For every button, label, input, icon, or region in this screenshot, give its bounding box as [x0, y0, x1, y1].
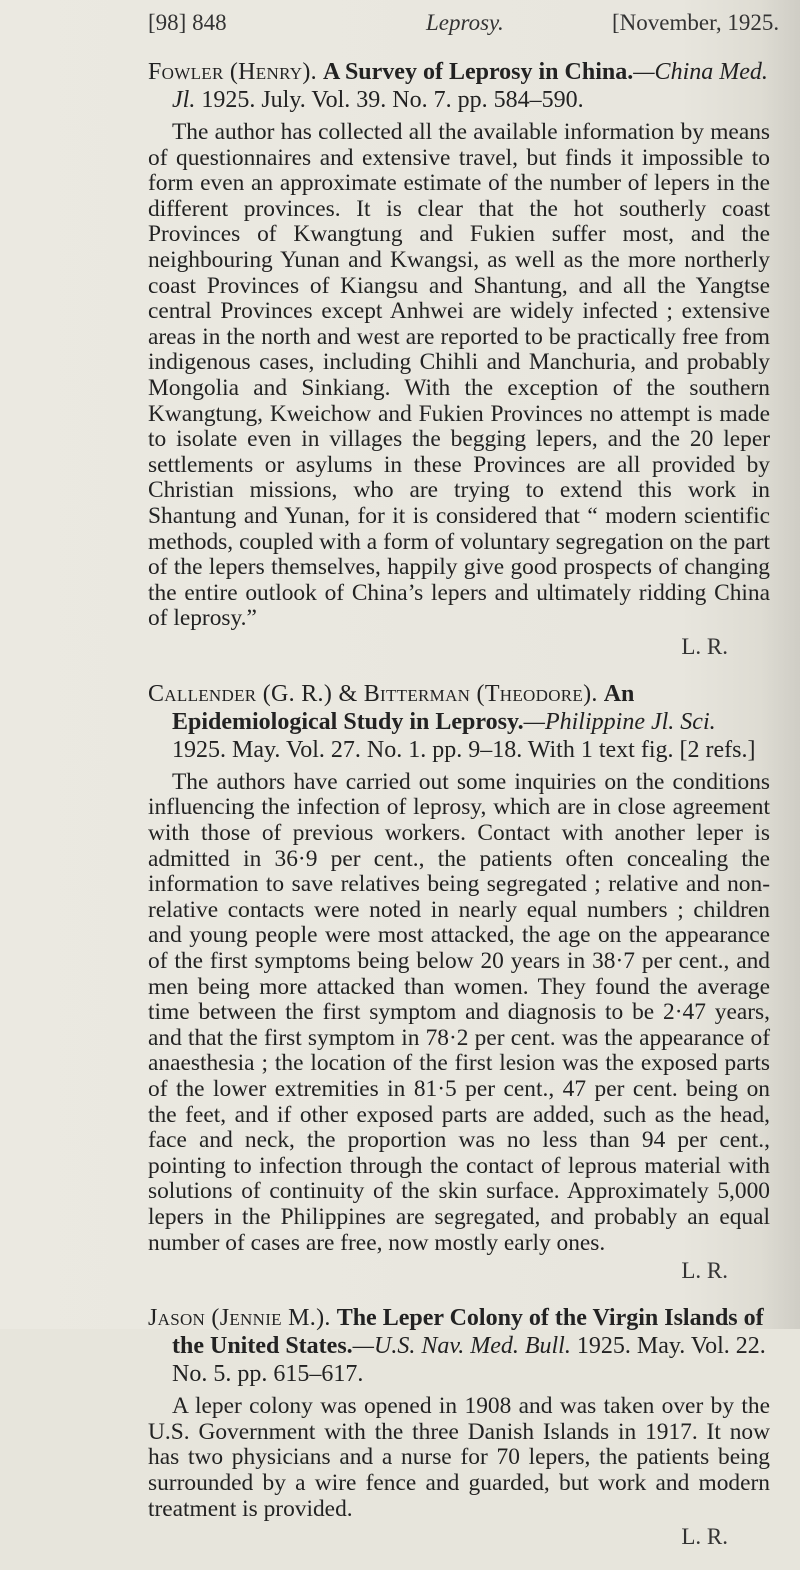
citation: [148, 1304, 770, 1388]
citation-details: 1925. May. Vol. 22. No. 5. pp. 615–617.: [172, 1333, 766, 1388]
journal: —China Med. Jl.: [172, 59, 768, 113]
article-title: A Survey of Leprosy in China.: [322, 59, 634, 85]
author: Jason (Jennie M.).: [148, 1305, 331, 1332]
reviewer-initials: L. R.: [681, 633, 728, 659]
abstract-entry: [148, 1304, 770, 1550]
author: Fowler (Henry).: [148, 59, 317, 85]
issue-date: [November, 1925.: [612, 10, 780, 35]
citation: [148, 58, 770, 114]
article-title: The Leper Colony of the Virgin Islands of the United States.: [172, 1305, 764, 1360]
reviewer-initials: L. R.: [681, 1258, 728, 1284]
article-title: An Epidemiological Study in Leprosy.: [172, 680, 635, 735]
abstract-entry: [148, 58, 770, 660]
abstract-text: A leper colony was opened in 1908 and was taken over by the U.S. Government with the three Danish Islands in 1917. It now has two physicians and a nurse for 70 lepers, the patients being surrounded by a wire fence and guarded, but work and modern treatment is provided.: [148, 1393, 770, 1522]
abstract-list: [148, 58, 770, 1570]
journal: —Philippine Jl. Sci.: [523, 708, 716, 735]
running-title: Leprosy.: [426, 10, 504, 35]
abstract-entry: [148, 680, 770, 1284]
citation-details: 1925. July. Vol. 39. No. 7. pp. 584–590.: [201, 87, 584, 113]
reviewer-initials: L. R.: [681, 1524, 728, 1550]
citation-details: 1925. May. Vol. 27. No. 1. pp. 9–18. With 1 text fig. [2 refs.]: [172, 736, 756, 763]
page-header: [148, 10, 780, 40]
journal: —U.S. Nav. Med. Bull.: [352, 1333, 571, 1360]
page-number: [98] 848: [148, 10, 227, 35]
abstract-text: The author has collected all the available information by means of questionnaires and extensive travel, but finds it impossible to form even an approximate estimate of the number of lepers in the different provinces. It is clear that the hot southerly coast Provinces of Kwangtung and Fukien suffer most, and the neighbouring Yunan and Kwangsi, as well as the more northerly coast Provinces of Kiangsu and Shantung, and all the Yangtse central Provinces except Anhwei are widely infected ; extensive areas in the north and west are reported to be practically free from indigenous cases, including Chihli and Manchuria, and probably Mongolia and Sinkiang. With the exception of the southern Kwangtung, Kweichow and Fukien Provinces no attempt is made to isolate even in villages the begging lepers, and the 20 leper settlements or asylums in these Provinces are all provided by Christian missions, who are trying to extend this work in Shantung and Yunan, for it is considered that “ modern scientific methods, coupled with a form of voluntary segregation on the part of the lepers themselves, happily give good prospects of changing the entire outlook of China’s lepers and ultimately ridding China of leprosy.”: [148, 119, 770, 632]
citation: [148, 680, 770, 764]
author: Callender (G. R.) & Bitterman (Theodore).: [148, 680, 598, 707]
abstract-text: The authors have carried out some inquiries on the conditions influencing the infection of leprosy, which are in close agreement with those of previous workers. Contact with another leper is admitted in 36·9 per cent., the patients often concealing the information to save relatives being segregated ; relative and non-relative contacts were noted in nearly equal numbers ; children and young people were most attacked, the age on the appearance of the first symptoms being below 20 years in 38·7 per cent., and men being more attacked than women. They found the average time between the first symptom and diagnosis to be 2·47 years, and that the first symptom in 78·2 per cent. was the appearance of anaesthesia ; the location of the first lesion was the exposed parts of the lower extremities in 81·5 per cent., 47 per cent. being on the feet, and if other exposed parts are added, such as the head, face and neck, the proportion was no less than 94 per cent., pointing to infection through the contact of leprous material with solutions of continuity of the skin surface. Approximately 5,000 lepers in the Philippines are segregated, and probably an equal number of cases are free, now mostly early ones.: [148, 768, 770, 1256]
